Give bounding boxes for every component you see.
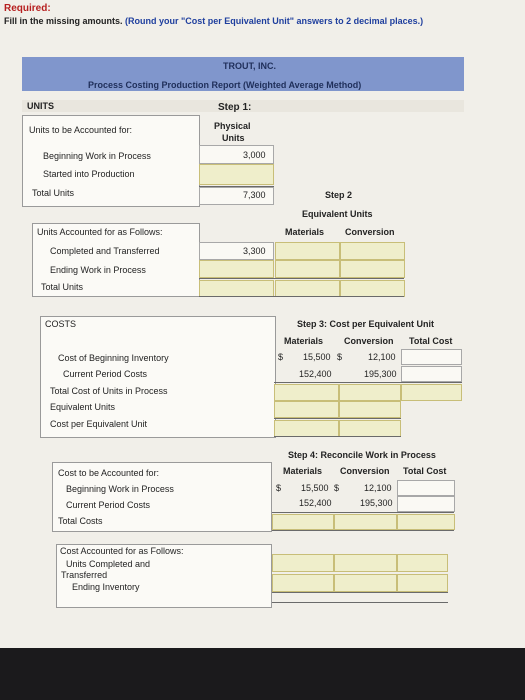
eu-materials-ending-input[interactable]: [275, 260, 340, 278]
step3-total-cost-input[interactable]: [401, 384, 462, 401]
step4-bw-total-cell: [397, 480, 455, 496]
step4-completed-total-input[interactable]: [397, 554, 448, 572]
step4-total-cost-input[interactable]: [397, 514, 455, 530]
step4-cp-conversion: 195,300: [360, 498, 393, 508]
instruction-text: [4, 16, 423, 26]
step3-total-materials-input[interactable]: [274, 384, 339, 401]
completed-label: Completed and Transferred: [50, 246, 160, 256]
step2-conversion-header: Conversion: [345, 227, 395, 237]
step4-current-period-label: Current Period Costs: [66, 500, 151, 510]
step4-dollar-sign: $: [276, 483, 282, 493]
step3-bi-total-cell: [401, 349, 462, 365]
step3-dollar-sign-2: $: [337, 352, 343, 362]
step3-bi-conversion: 12,100: [368, 352, 396, 362]
step4-ending-total-input[interactable]: [397, 574, 448, 592]
step4-double-underline: [272, 530, 454, 531]
report-title: Process Costing Production Report (Weighted Average Method): [88, 80, 362, 90]
total-units-2-label: Total Units: [41, 282, 84, 292]
step4-ending-materials-input[interactable]: [272, 574, 334, 592]
eu-conversion-total-input[interactable]: [340, 280, 405, 297]
units-header: UNITS: [27, 101, 54, 111]
eu-total-underline: [199, 278, 404, 279]
ending-wip-label: Ending Work in Process: [50, 265, 146, 275]
step3-cp-total-cell: [401, 366, 462, 382]
step3-cpeu-conversion-input[interactable]: [339, 420, 401, 437]
started-label: Started into Production: [43, 169, 135, 179]
company-name: TROUT, INC.: [223, 61, 276, 71]
total-units-value: 7,300: [243, 190, 266, 200]
eu-conversion-completed-input[interactable]: [340, 242, 405, 260]
step3-eu-materials-input[interactable]: [274, 401, 339, 418]
total-cost-units-label: Total Cost of Units in Process: [50, 386, 168, 396]
step2-title: Step 2: [325, 190, 353, 200]
units-label: Units: [222, 133, 245, 143]
step4-cp-total-cell: [397, 496, 455, 512]
step3-underline: [274, 382, 462, 383]
step3-conversion-header: Conversion: [344, 336, 394, 346]
completed-value: 3,300: [243, 246, 266, 256]
step4-total-materials-input[interactable]: [272, 514, 334, 530]
eu-conversion-ending-input[interactable]: [340, 260, 405, 278]
eu-materials-total-input[interactable]: [275, 280, 340, 297]
step3-total-conversion-input[interactable]: [339, 384, 401, 401]
eu-materials-completed-input[interactable]: [275, 242, 340, 260]
beginning-wip-label: Beginning Work in Process: [43, 151, 151, 161]
step4-total-conversion-input[interactable]: [334, 514, 397, 530]
step4-ending-conversion-input[interactable]: [334, 574, 397, 592]
cost-accounted-label: Cost Accounted for as Follows:: [60, 546, 184, 556]
step4-title: Step 4: Reconcile Work in Process: [288, 450, 436, 460]
cost-to-be-accounted-label: Cost to be Accounted for:: [58, 468, 160, 478]
started-input[interactable]: [199, 164, 274, 185]
units-to-be-accounted-label: Units to be Accounted for:: [29, 125, 133, 135]
step4-bw-materials: 15,500: [301, 483, 329, 493]
step3-total-cost-header: Total Cost: [409, 336, 453, 346]
step4-total-cost-header: Total Cost: [403, 466, 447, 476]
cost-per-eu-label: Cost per Equivalent Unit: [50, 419, 148, 429]
step4-dollar-sign-2: $: [334, 483, 340, 493]
ending-inventory-label: Ending Inventory: [72, 582, 140, 592]
step2-materials-header: Materials: [285, 227, 325, 237]
costs-header: COSTS: [45, 319, 77, 329]
step4-conversion-header: Conversion: [340, 466, 390, 476]
physical-label: Physical: [214, 121, 251, 131]
step3-cpeu-double-underline: [274, 436, 401, 437]
step3-eu-conversion-input[interactable]: [339, 401, 401, 418]
step3-materials-header: Materials: [284, 336, 324, 346]
step4-materials-header: Materials: [283, 466, 323, 476]
step4-accounted-underline: [272, 592, 448, 593]
equivalent-units-label: Equivalent Units: [50, 402, 116, 412]
ending-wip-units-input[interactable]: [199, 260, 274, 278]
step3-dollar-sign: $: [278, 352, 284, 362]
step4-completed-materials-input[interactable]: [272, 554, 334, 572]
units-accounted-label: Units Accounted for as Follows:: [37, 227, 163, 237]
instruction-plain: Fill in the missing amounts.: [4, 16, 126, 26]
instruction-highlight: (Round your "Cost per Equivalent Unit" answers to 2 decimal places.): [125, 16, 424, 26]
step3-title: Step 3: Cost per Equivalent Unit: [297, 319, 435, 329]
step4-beginning-wip-label: Beginning Work in Process: [66, 484, 174, 494]
step3-bi-materials: 15,500: [303, 352, 331, 362]
units-completed-label-1: Units Completed and: [66, 559, 151, 569]
total-units-label: Total Units: [32, 188, 75, 198]
total-units-2-input[interactable]: [199, 280, 274, 297]
eu-total-double-underline: [199, 296, 404, 297]
current-period-label: Current Period Costs: [63, 369, 148, 379]
total-costs-label: Total Costs: [58, 516, 103, 526]
step4-underline: [272, 512, 454, 513]
step4-accounted-double-underline: [272, 602, 448, 603]
step4-completed-conversion-input[interactable]: [334, 554, 397, 572]
step3-cp-materials: 152,400: [299, 369, 332, 379]
step3-cp-conversion: 195,300: [364, 369, 397, 379]
units-completed-label-2: Transferred: [61, 570, 108, 580]
step3-eu-underline: [274, 418, 401, 419]
step3-cpeu-materials-input[interactable]: [274, 420, 339, 437]
beginning-inventory-label: Cost of Beginning Inventory: [58, 353, 169, 363]
beginning-wip-value: 3,000: [243, 150, 266, 160]
step4-bw-conversion: 12,100: [364, 483, 392, 493]
screen-bottom-bezel: [0, 648, 525, 700]
step1-label: Step 1:: [218, 102, 252, 113]
step2-subtitle: Equivalent Units: [302, 209, 373, 219]
required-label: Required:: [4, 3, 51, 14]
step4-cp-materials: 152,400: [299, 498, 332, 508]
